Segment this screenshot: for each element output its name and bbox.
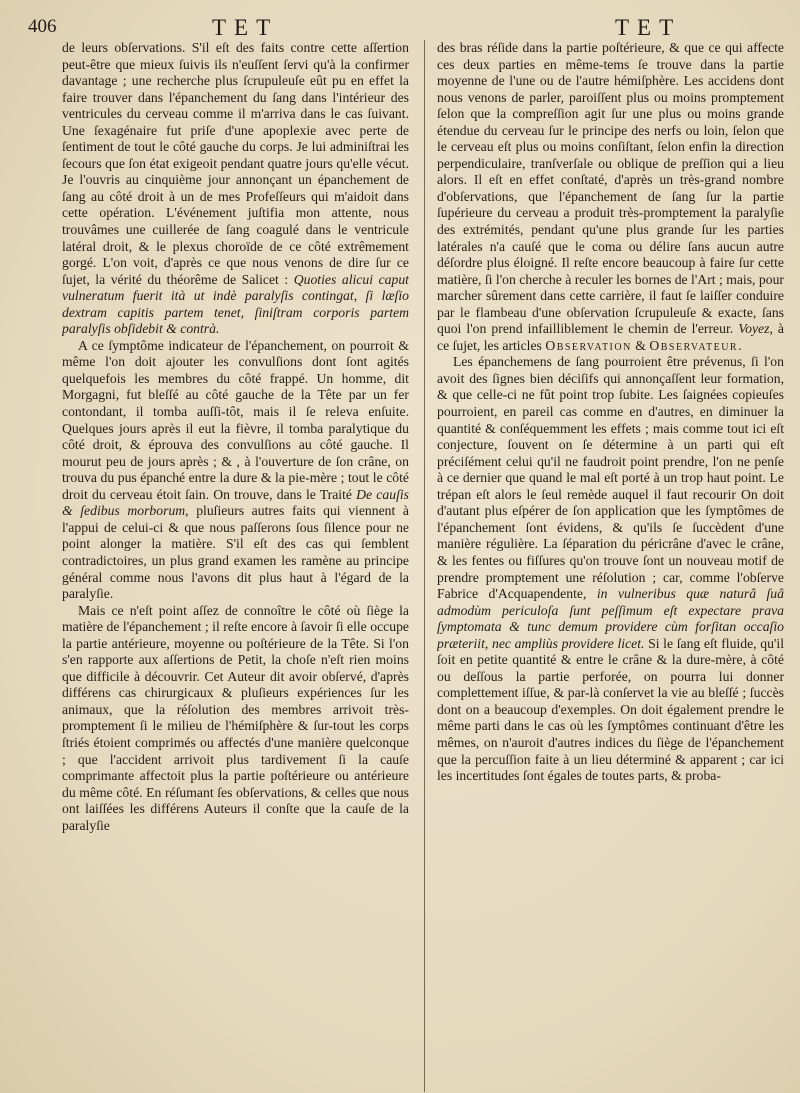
paragraph xyxy=(62,40,409,338)
text-segment: , pluſieurs autres faits qui viennent à l'appui de celui-ci & que nous paſſerons ſous ſilence pour ne point alonger la matière. S'il eſt des cas qui ſemblent contradictoires, un plus grand examen les ramène au principe général comme nous l'avons dit plus haut à l'égard de la paralyſie. xyxy=(62,503,409,602)
left-column xyxy=(62,40,409,834)
small-caps-text: Observation xyxy=(545,337,632,353)
italic-text: De cauſis & ſedibus morborum xyxy=(62,486,409,519)
paragraph xyxy=(62,338,409,603)
paragraph xyxy=(437,354,784,784)
page-number: 406 xyxy=(28,16,57,37)
paragraph xyxy=(62,603,409,835)
paragraph xyxy=(437,40,784,354)
running-head-right: TET xyxy=(615,15,682,40)
text-segment: A ce ſymptôme indicateur de l'épanchement, on pourroit & même l'on doit ajouter les convulſions dont ſont agités quelquefois les membres du côté frappé. Un homme, dit Morgagni, fut bleſſé au côté gauche de la Tête par un fer contondant, il tomba auſſi-tôt, mais il ſe releva enſuite. Quelques jours après il eut la fièvre, il tomba paralytique du côté droit, & éprouva des convulſions au côté gauche. Il mourut peu de jours après ; & , à l'ouverture de ſon crâne, on trouva du pus épanché entre la dure & la pie-mère ; tout le côté droit du cerveau étoit ſain. On trouve, dans le Traité xyxy=(62,337,409,502)
column-divider xyxy=(424,40,425,1092)
running-head-left: TET xyxy=(212,15,279,40)
right-column xyxy=(437,40,784,785)
text-segment: de leurs obſervations. S'il eſt des faits contre cette aſſertion peut-être que mieux ſuivis ils n'euſſent ſervi qu'à la confirmer davantage ; une recherche plus ſcrupuleuſe eût pu en effet la faire trouver dans l'épanchement du ſang dans l'intérieur des ventricules du cerveau comme il m'arriva dans le cas ſuivant. Une ſexagénaire fut priſe d'une apoplexie avec perte de ſentiment de tout le côté gauche du corps. Je lui adminiſtrai les ſecours que ſon état exigeoit pendant quatre jours qu'elle vécut. Je l'ouvris au cinquième jour annonçant un épanchement de ſang au côté droit à un de mes Profeſſeurs qui m'aidoit dans cette opération. L'événement juſtifia mon attente, nous trouvâmes une cuillerée de ſang coagulé dans le ventricule latéral droit, & le plexus choroïde de ce côté extrêmement gorgé. L'on voit, d'après ce que nous venons de dire ſur ce ſujet, la vérité du théorême de Salicet : xyxy=(62,40,409,287)
text-segment: Mais ce n'eſt point aſſez de connoître le côté où ſiège la matière de l'épanchement ; il reſte encore à ſavoir ſi elle occupe la partie antérieure, moyenne ou poſtérieure de la Tête. Si l'on s'en rapporte aux aſſertions de Petit, la choſe n'eſt rien moins que difficile à découvrir. Cet Auteur dit avoir obſervé, d'après différens cas chirurgicaux & pluſieurs expériences ſur les animaux, que la réſolution des membres arrivoit très-promptement ſi le milieu de l'hémiſphère & ſur-tout les corps ſtriés étoient comprimés ou affectés d'une manière quelconque ; que l'accident arrivoit plus tardivement ſi la cauſe comprimante affectoit plus la partie poſtérieure ou antérieure du même côté. En réſumant ſes obſervations, & celles que nous ont laiſſées les différens Auteurs il conſte que la cauſe de la paralyſie xyxy=(62,602,409,833)
text-segment: & xyxy=(631,337,650,353)
text-columns xyxy=(62,40,784,1090)
italic-text: Voyez xyxy=(738,321,770,337)
italic-text: in vulneribus quæ naturâ ſuâ admodùm periculoſa ſunt peſſimum eſt expectare prava ſymptomata & tunc demum providere cùm forſitan occaſio præteriit, nec ampliùs providere licet. xyxy=(437,586,784,651)
text-segment: Les épanchemens de ſang pourroient être prévenus, ſi l'on avoit des ſignes bien déciſifs qui annonçaſſent leur formation, & que celle-ci ne fût point trop ſubite. Les ſaignées copieuſes pourroient, en pareil cas comme en d'autres, en diminuer la quantité & conſéquemment les effets ; mais comme tout ici eſt conjecture, ſouvent on ſe détermine à un parti qui eſt préciſément celui qu'il ne faudroit point prendre, l'on ne penſe à ce dernier que quand le mal eſt porté à un trop haut point. Le trépan eſt alors le ſeul remède auquel il faut recourir On doit d'autant plus eſpérer de ſon application que les ſymptômes de l'épanchement ſont évidens, & qu'ils ſe ſuccèdent d'une manière régulière. La ſéparation du péricrâne d'avec le crâne, & les fentes ou fiſſures qu'on trouve ſont un nouveau motif de prendre promptement une réſolution ; car, comme l'obſerve Fabrice d'Acquapendente, xyxy=(437,354,784,602)
small-caps-text: Observateur xyxy=(649,337,739,353)
page-header xyxy=(28,14,784,40)
text-segment: . xyxy=(738,337,742,353)
text-segment: Si le ſang eſt fluide, qu'il ſoit en petite quantité & entre le crâne & la dure-mère, à côté ou deſſous la partie perforée, on pourra lui donner complettement iſſue, & par-là conſervet la vie au bleſſé ; ſuccès dont on a beaucoup d'exemples. On doit également prendre le même parti dans le cas où les ſymptômes continuant d'être les mêmes, on n'auroit d'autres indices du ſiège de l'épanchement que la percuſſion faite à un lieu déterminé & apparent ; car ici les incertitudes ſont égales de toutes parts, & proba- xyxy=(437,635,784,784)
text-segment: , à ce ſujet, les articles xyxy=(437,321,784,353)
italic-text: Quoties alicui caput vulneratum fuerit ità ut indè paralyſis contingat, ſi læſio dextram capitis partem tenet, ſiniſtram corporis partem paralyſis obſidebit & contrà. xyxy=(62,271,409,337)
text-segment: des bras réſide dans la partie poſtérieure, & que ce qui affecte ces deux parties en même-tems ſe trouve dans la partie moyenne de l'une ou de l'autre hémiſphère. Les accidens dont nous venons de parler, paroiſſent plus ou moins promptement ſelon que la compreſſion agit ſur une plus ou moins grande étendue du cerveau ſur le principe des nerfs ou loin, ſelon que le cerveau eſt plus ou moins conſiſtant, ſelon enfin la direction perpendiculaire, tranſverſale ou oblique de preſſion qui a lieu alors. Il eſt en effet conſtaté, d'après un très-grand nombre d'obſervations, que l'épanchement de ſang ſur la partie ſupérieure du cerveau a produit très-promptement la paralyſie des extrémités, pendant qu'une plus grande ſur les parties latérales n'a cauſé que le coma ou délire ſans aucun autre déſordre plus éloigné. Il reſte encore beaucoup à faire ſur cette matière, ſi l'on cherche à reculer les bornes de l'Art ; mais, pour marcher sûrement dans cette carrière, il faut ſe laiſſer conduire par le flambeau d'une obſervation ſcrupuleuſe & exacte, ſans quoi l'on prend infailliblement le chemin de l'erreur. xyxy=(437,40,784,337)
